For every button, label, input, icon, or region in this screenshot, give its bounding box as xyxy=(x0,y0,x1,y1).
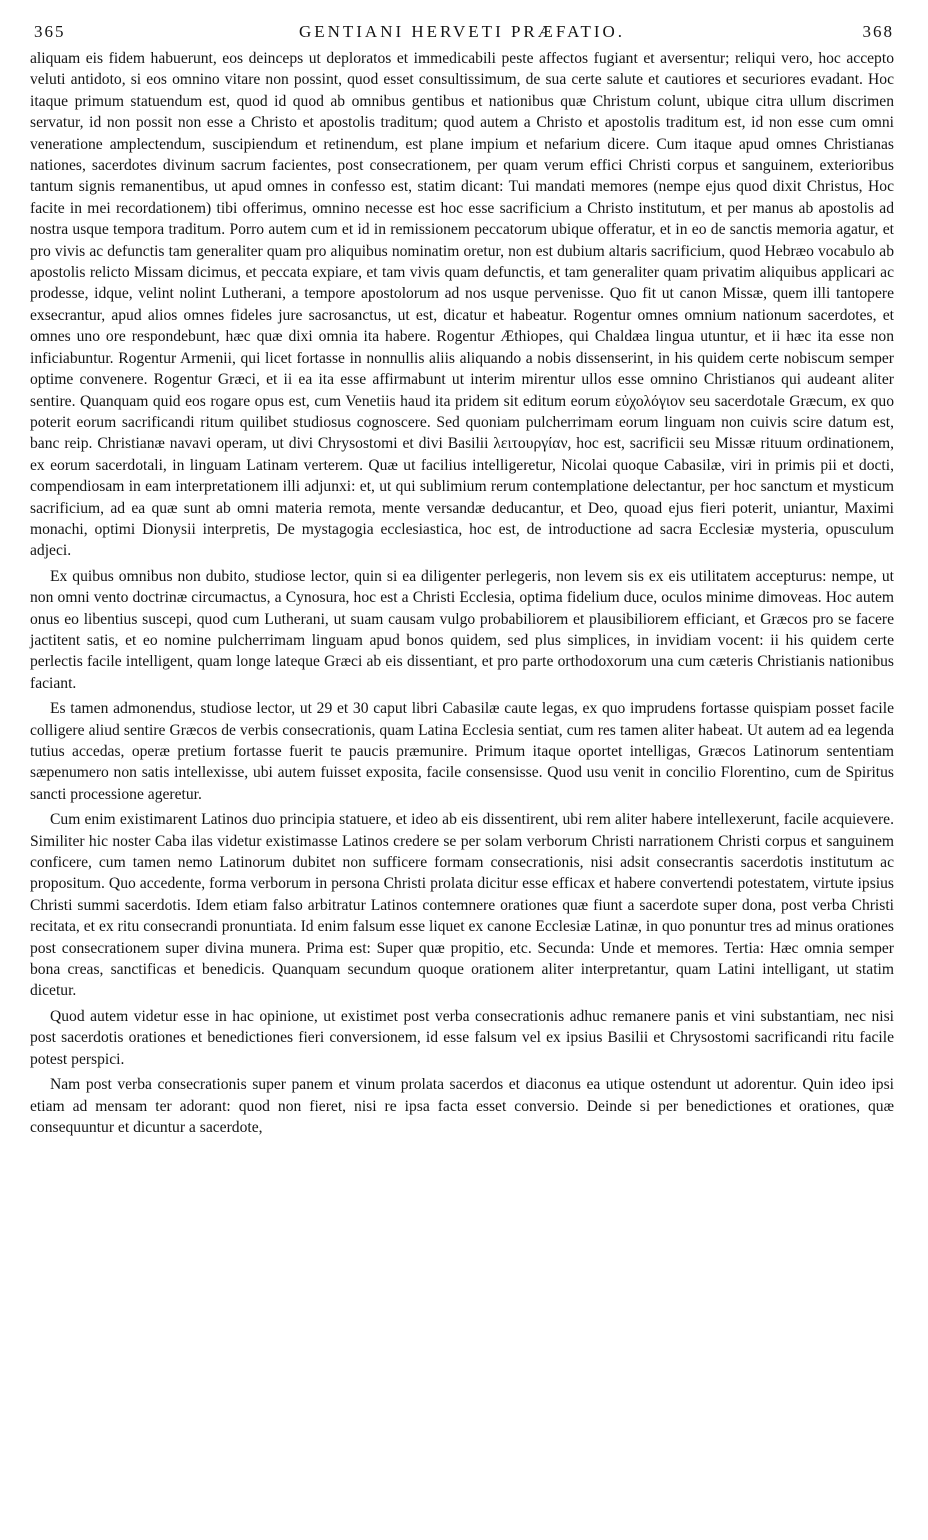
page-number-right: 368 xyxy=(862,22,894,41)
running-title: GENTIANI HERVETI PRÆFATIO. xyxy=(298,22,626,41)
paragraph-3: Es tamen admonendus, studiose lector, ut 29 et 30 caput libri Cabasilæ caute legas, ex quo imprudens fortasse quispiam posset facile colligere aliud sentire Græcos de verbis consecrationis, quam Latina Ecclesia sentiat, cum res tamen aliter habeat. Ut autem ad ea legenda tutius accedas, operæ pretium fortasse fuerit te paucis præmunire. Primum itaque oportet intelligas, Græcos Latinorum sententiam sæpenumero non satis intellexisse, ubi autem fuisset exposita, facile consensisse. Quod usu venit in concilio Florentino, cum de Spiritus sancti processione ageretur. xyxy=(30,700,894,803)
paragraph-4: Cum enim existimarent Latinos duo principia statuere, et ideo ab eis dissentirent, ubi rem aliter habere intellexerunt, facile acquievere. Similiter hic noster Caba ilas videtur existimasse Latinos credere se per solam verborum Christi narrationem Christi corpus et sanguinem conficere, cum tamen nemo Latinorum dubitet non sufficere formam consecrationis, nisi adsit consecrantis sacerdotis institutum ac propositum. Quo accedente, forma verborum in persona Christi prolata dicitur esse efficax et habere convertendi potestatem, virtute ipsius Christi summi sacerdotis. Idem etiam falso arbitratur Latinos contemnere orationes quæ fiunt a sacerdote super dona, post verba Christi recitata, et ex ritu consecrandi pronuntiata. Id enim falsum esse liquet ex canone Ecclesiæ Latinæ, in quo ponuntur tres ad minus orationes post consecrationem super divina munera. Prima est: Super quæ propitio, etc. Secunda: Unde et memores. Tertia: Hæc omnia semper bona creas, sanctificas et benedicis. Quanquam secundum quoque orationem aliter interpretantur, quam Latini intelligant, ut statim dicetur. xyxy=(30,811,894,1000)
running-head xyxy=(30,22,894,48)
body-text xyxy=(30,48,894,1138)
paragraph-6: Nam post verba consecrationis super panem et vinum prolata sacerdos et diaconus ea utique ostendunt ut adorentur. Quin ideo ipsi etiam ad mensam ter adorant: quod non fieret, nisi re ipsa facta esset conversio. Deinde si per benedictiones et orationes, quæ consequuntur et dicuntur a sacerdote, xyxy=(30,1076,894,1136)
page-number-left: 365 xyxy=(34,22,66,41)
paragraph-2: Ex quibus omnibus non dubito, studiose lector, quin si ea diligenter perlegeris, non levem sis ex eis utilitatem accepturus: nempe, ut non omni vento doctrinæ circumactus, a Cynosura, hoc est a Christi Ecclesia, optima fidelium duce, oculos minime dimoveas. Hoc autem onus eo libentius suscepi, quod cum Lutherani, ut suam causam vulgo probabiliorem et plausibiliorem efficiant, et Græcos pro se facere jactitent satis, et eo nomine pulcherrimam linguam apud bonos quidem, sed plus simplices, in invidiam vocent: ii his quidem certe perlectis facile intelligent, quam longe lateque Græci ab eis dissentiant, et pro parte orthodoxorum una cum cæteris Christianis nationibus faciant. xyxy=(30,567,894,692)
book-page xyxy=(30,22,894,1138)
paragraph-5: Quod autem videtur esse in hac opinione, ut existimet post verba consecrationis adhuc remanere panis et vini substantiam, nec nisi post sacerdotis orationes et benedictiones fieri conversionem, id esse falsum vel ex ipsius Basilii et Chrysostomi sacrificandi ritu facile potest perspici. xyxy=(30,1007,894,1068)
paragraph-1: aliquam eis fidem habuerunt, eos deinceps ut deploratos et immedicabili peste affectos fugiant et aversentur; reliqui vero, hoc accepto veluti antidoto, si eos omnino vitare non possint, quod esset consultissimum, de sua certe salute et cautiores et securiores evadant. Hoc itaque primum statuendum est, quod id quod ab omnibus gentibus et nationibus quæ Christum colunt, ubique citra ullum discrimen servatur, id non possit non esse a Christo et apostolis traditum; quod autem a Christo et apostolis traditum est, id non esse cum omni veneratione amplectendum, suscipiendum et retinendum, est plane impium et nefarium dicere. Cum itaque apud omnes Christianas nationes, sacerdotes divinum sacrum facientes, post consecrationem, per quam verum effici Christi corpus et sanguinem, exterioribus tantum signis remanentibus, ut apud omnes in confesso est, statim dicant: Tui mandati memores (nempe ejus quod dixit Christus, Hoc facite in mei recordationem) tibi offerimus, omnino necesse est hoc esse sacrificium a Christo institutum, et per manus ab apostolis ad nostra usque tempora traditum. Porro autem cum et id in remissionem peccatorum ubique offeratur, et in eo de sanctis memoria agatur, et pro vivis ac defunctis tam generaliter quam pro aliquibus nominatim oretur, non est dubium altaris sacrificium, quod Hebræo vocabulo ab apostolis relicto Missam dicimus, et peccata expiare, et tam vivis quam defunctis, et tam generaliter quam privatim aliquibus applicari ac prodesse, idque, velint nolint Lutherani, a tempore apostolorum ad nos usque pervenisse. Quo fit ut canon Missæ, quem illi tantopere exsecrantur, apud alios omnes fideles jure sacrosanctus, ut est, dicatur et habeatur. Rogentur omnes omnium nationum sacerdotes, et omnes uno ore respondebunt, hæc quæ dixi omnia ita habere. Rogentur Æthiopes, qui Chaldæa lingua utuntur, et ii hæc ita esse non inficiabuntur. Rogentur Armenii, qui licet fortasse in nonnullis aliis aliquando a nobis dissenserint, in his quidem certe nobiscum semper optime convenere. Rogentur Græci, et ii ea ita esse affirmabunt ut interim mirentur ullos esse omnino Christianos qui audeant aliter sentire. Quanquam quid eos rogare opus est, cum Venetiis haud ita pridem sit editum eorum εὐχολόγιον seu sacerdotale Græcum, ex quo poterit eorum sacrificandi ritum quilibet studiosus cognoscere. Sed quoniam pulcherrimam eorum linguam non cuivis scire datum est, banc reip. Christianæ navavi operam, ut divi Chrysostomi et divi Basilii λειτουργίαν, hoc est, sacrificii seu Missæ rituum ordinationem, ex eorum sacerdotali, in linguam Latinam verterem. Quæ ut facilius intelligeretur, Nicolai quoque Cabasilæ, viri in primis pii et docti, compendiosam in eam interpretationem illi adjunxi: et, ut qui sublimium rerum contemplatione delectantur, per hoc sanctum et mysticum sacrificium, ad ea quæ sunt ab omni materia remota, mente versandæ deducantur, et Deo, quoad ejus fieri poterit, uniantur, Maximi monachi, optimi Dionysii interpretis, De mystagogia ecclesiastica, hoc est, de introductione ad sacra Ecclesiæ mysteria, opusculum adjeci. xyxy=(30,50,894,560)
